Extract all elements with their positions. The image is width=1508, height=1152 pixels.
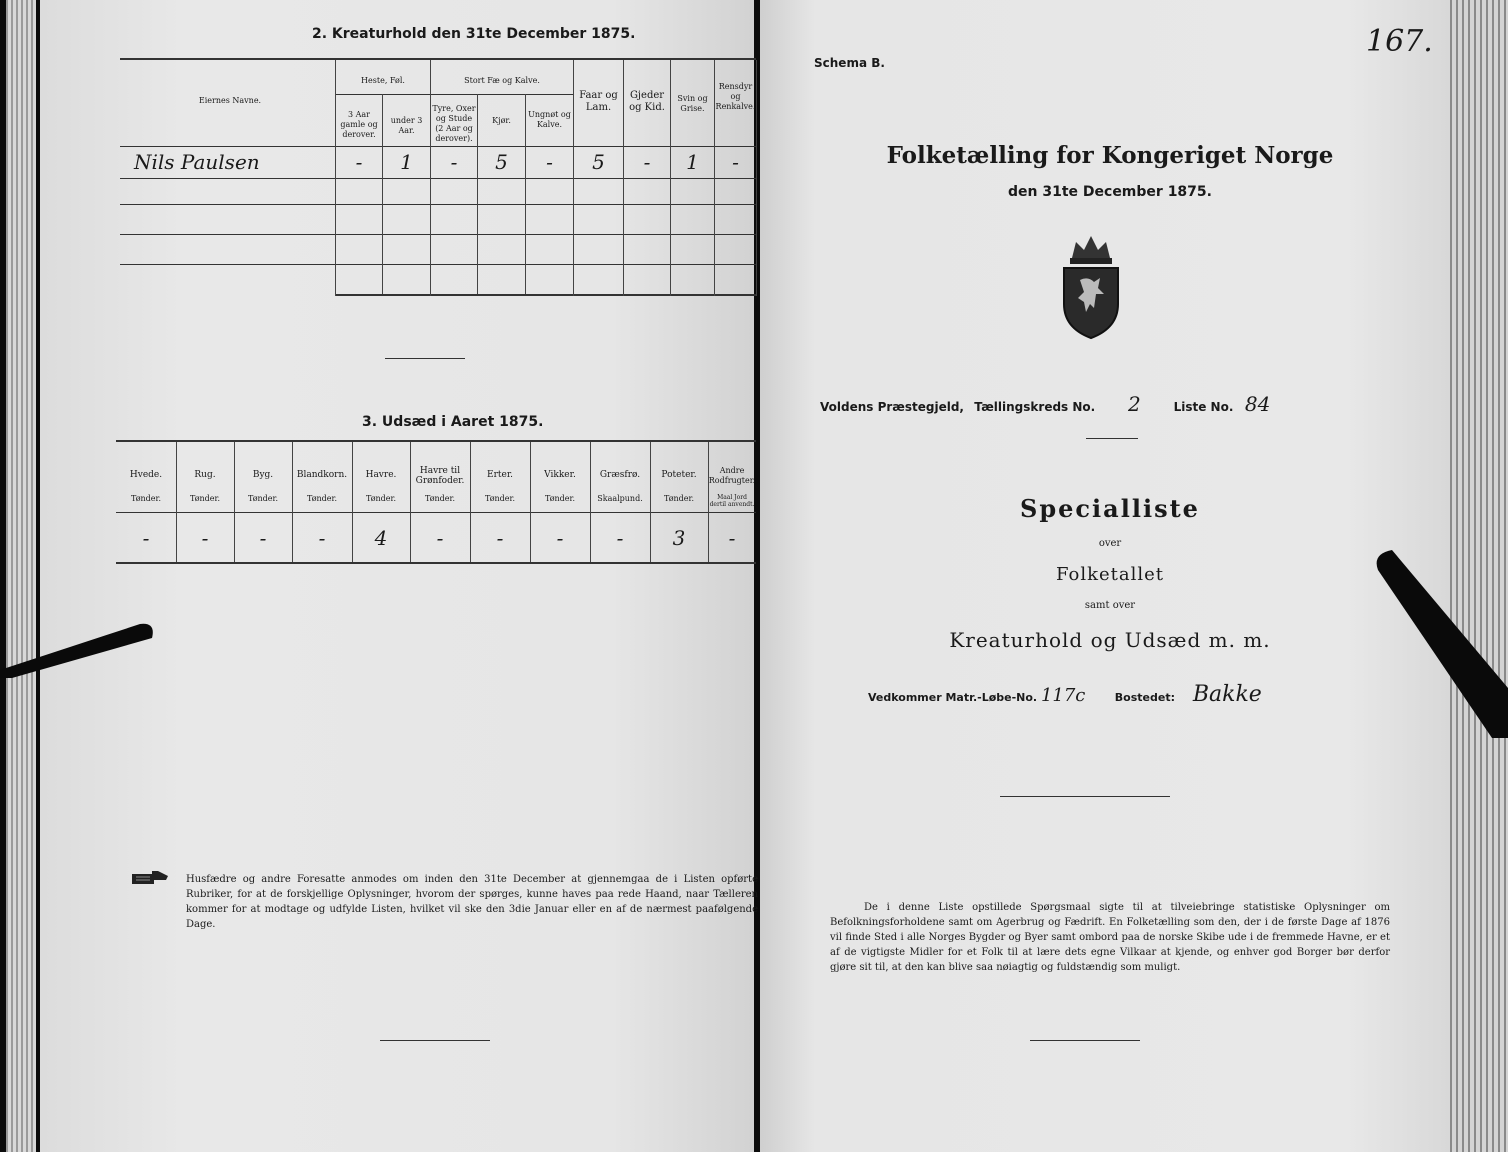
sow-grass-seed: - [616, 526, 624, 550]
group-horses-header: Heste, Føl. [361, 76, 405, 85]
sow-oats: 4 [374, 526, 388, 550]
crop-potatoes: Poteter. [661, 470, 697, 480]
main-title: Folketælling for Kongeriget Norge [886, 142, 1334, 169]
district-label: Tællingskreds No. [974, 400, 1096, 414]
crop-peas: Erter. [487, 470, 513, 480]
group-cattle-header: Stort Fæ og Kalve. [464, 76, 540, 85]
col-horses-3yr: 3 Aar gamle og derover. [340, 110, 378, 139]
crop-vetch: Vikker. [544, 470, 576, 480]
owner-header: Eiernes Navne. [198, 96, 262, 105]
crop-rye: Rug. [194, 470, 216, 480]
folketallet-title: Folketallet [1055, 564, 1165, 585]
val-sheep: 5 [592, 150, 605, 174]
right-page [760, 0, 1450, 1152]
crop-barley: Byg. [252, 470, 274, 480]
sow-peas: - [496, 526, 504, 550]
sow-oats-fodder: - [436, 526, 444, 550]
date-line: den 31te December 1875. [1008, 184, 1212, 200]
col-cows: Kjør. [492, 116, 511, 125]
crop-wheat: Hvede. [129, 470, 163, 480]
separator [385, 358, 465, 359]
separator-right [1086, 438, 1138, 439]
unit-potatoes: Tønder. [663, 494, 695, 503]
sow-wheat: - [142, 526, 150, 550]
col-sheep: Faar og Lam. [579, 90, 618, 113]
section2-title: 2. Kreaturhold den 31te December 1875. [312, 26, 636, 42]
unit-oats-fodder: Tønder. [424, 494, 456, 503]
sow-other-roots: - [728, 526, 736, 550]
col-reindeer: Rensdyr og Renkalve. [715, 82, 756, 111]
section3-title: 3. Udsæd i Aaret 1875. [362, 414, 544, 430]
crop-mixed-grain: Blandkorn. [296, 470, 348, 480]
val-young-cattle: - [546, 150, 553, 174]
kreaturhold-title: Kreaturhold og Udsæd m. m. [949, 628, 1271, 652]
sow-vetch: - [556, 526, 564, 550]
over-label: over [1098, 538, 1122, 549]
samt-over-label: samt over [1084, 600, 1136, 611]
crop-oats-fodder: Havre til Grønfoder. [415, 466, 465, 486]
crop-oats: Havre. [365, 470, 397, 480]
parish-name: Voldens Præstegjeld, [820, 400, 964, 414]
matr-no: 117c [1040, 685, 1086, 706]
unit-vetch: Tønder. [544, 494, 576, 503]
crop-grass-seed: Græsfrø. [599, 470, 641, 480]
left-note: Husfædre og andre Foresatte anmodes om inden den 31te December at gjennemgaa de i Listen opførte Rubriker, for at de forskjellige Oplysninger, hvorom der spørges, kunne haves paa rede Haand, naar Tælleren kommer for at modtage og udfylde Listen, hvilket vil ske den 3die Januar eller en af de nærmest paafølgende Dage. [186, 874, 758, 930]
schema-label: Schema B. [814, 56, 885, 70]
sow-rye: - [201, 526, 209, 550]
matr-line [868, 682, 1428, 707]
val-cows: 5 [495, 150, 508, 174]
unit-grass-seed: Skaalpund. [597, 494, 643, 503]
page-number: 167. [1366, 24, 1433, 59]
col-young-cattle: Ungnøt og Kalve. [528, 110, 571, 129]
district-no: 2 [1128, 392, 1141, 416]
bottom-separator [380, 1040, 490, 1041]
col-goats: Gjeder og Kid. [629, 90, 665, 113]
parish-line [820, 392, 1420, 416]
unit-barley: Tønder. [247, 494, 279, 503]
left-book-edge [6, 0, 36, 1152]
unit-rye: Tønder. [189, 494, 221, 503]
col-pigs: Svin og Grise. [677, 94, 708, 113]
bottom-separator-right [1030, 1040, 1140, 1041]
left-page-clip [0, 618, 160, 678]
val-reindeer: - [732, 150, 739, 174]
sow-barley: - [259, 526, 267, 550]
bosted-label: Bostedet: [1114, 691, 1175, 704]
list-label: Liste No. [1173, 400, 1234, 414]
list-no: 84 [1244, 392, 1271, 416]
footer-note: De i denne Liste opstillede Spørgsmaal sigte til at tilveiebringe statistiske Oplysninger om Befolkningsforholdene samt om Agerbrug og Fædrift. En Folketælling som den, der i de første Dage af 1876 vil finde Sted i alle Norges Bygder og Byer samt ombord paa de norske Skibe ude i de fremmede Havne, er et af de vigtigste Midler for et Folk til at lære dets egne Vilkaar at kjende, og enhver god Borger bør derfor gjøre sit til, at den kan blive saa nøiagtig og fuldstændig som muligt. [830, 902, 1390, 973]
separator-right-2 [1000, 796, 1170, 797]
owner-name: Nils Paulsen [134, 150, 260, 174]
specialliste-title: Specialliste [1020, 494, 1200, 523]
coat-of-arms-icon [1058, 232, 1124, 342]
unit-oats: Tønder. [365, 494, 397, 503]
right-page-clip [1372, 548, 1508, 738]
crop-other-roots: Andre Rodfrugter. [708, 466, 756, 485]
pointing-hand-icon [130, 868, 170, 888]
unit-mixed-grain: Tønder. [306, 494, 338, 503]
left-page [40, 0, 758, 1152]
matr-label: Vedkommer Matr.-Løbe-No. [868, 691, 1038, 704]
bosted-value: Bakke [1192, 682, 1262, 707]
unit-wheat: Tønder. [130, 494, 162, 503]
val-pigs: 1 [686, 150, 699, 174]
val-bulls: - [450, 150, 458, 174]
col-bulls: Tyre, Oxer og Stude (2 Aar og derover). [432, 104, 476, 143]
sow-mixed-grain: - [318, 526, 326, 550]
val-horses-3yr: - [355, 150, 363, 174]
val-horses-under3: 1 [400, 150, 413, 174]
unit-other-roots: Maal Jord dertil anvendt. [709, 494, 755, 508]
val-goats: - [643, 150, 651, 174]
col-horses-under3: under 3 Aar. [390, 116, 423, 135]
unit-peas: Tønder. [484, 494, 516, 503]
sow-potatoes: 3 [672, 526, 686, 550]
